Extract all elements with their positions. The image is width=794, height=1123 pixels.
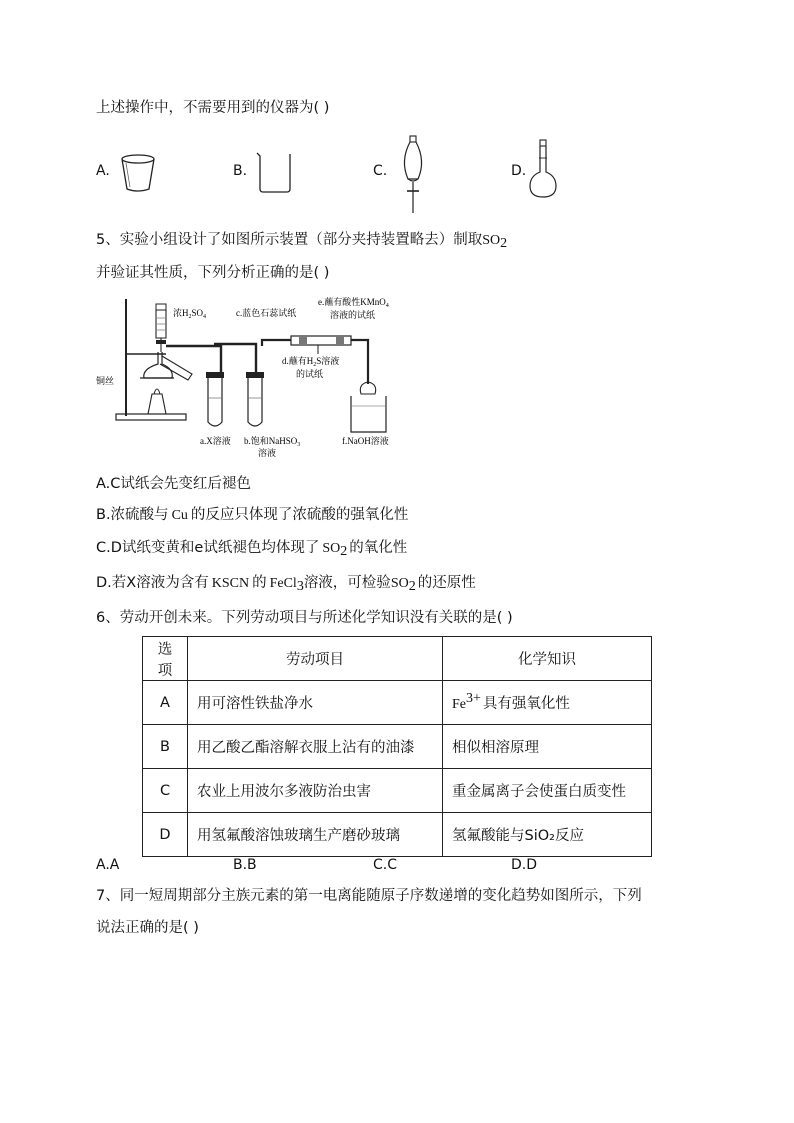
crucible-icon bbox=[117, 151, 159, 195]
label-b-2: 溶液 bbox=[258, 448, 277, 458]
q4-option-c-label: C. bbox=[373, 163, 388, 179]
q4-option-a-label: A. bbox=[96, 163, 110, 179]
q5-stem-line1: 5、实验小组设计了如图所示装置（部分夹持装置略去）制取$SO_2$ bbox=[96, 232, 508, 251]
row-option: D bbox=[143, 813, 188, 857]
label-b-1: b.饱和NaHSO$_3$ bbox=[244, 436, 301, 448]
beaker-icon bbox=[254, 149, 294, 195]
q5-stem-line2: 并验证其性质，下列分析正确的是( ) bbox=[96, 265, 330, 281]
row-knowledge: 氢氟酸能与SiO₂反应 bbox=[443, 813, 652, 857]
row-project: 农业上用波尔多液防治虫害 bbox=[188, 769, 443, 813]
q6-stem: 6、劳动开创未来。下列劳动项目与所述化学知识没有关联的是( ) bbox=[96, 610, 513, 626]
q6-table bbox=[142, 636, 652, 857]
row-option: C bbox=[143, 769, 188, 813]
volumetric-flask-icon bbox=[528, 138, 558, 200]
q4-option-d-label: D. bbox=[511, 163, 527, 179]
q5-option-a: A.C试纸会先变红后褪色 bbox=[96, 476, 251, 492]
q7-stem-line2: 说法正确的是( ) bbox=[96, 920, 199, 936]
table-row bbox=[143, 813, 652, 857]
separatory-funnel-icon bbox=[396, 135, 430, 215]
q5-option-d: D.若X溶液为含有 KSCN 的 FeCl$_3$溶液，可检验$SO_2$ 的还原性 bbox=[96, 575, 476, 594]
header-option: 选项 bbox=[143, 637, 188, 681]
label-d-1: d.蘸有$H_2S$溶液 bbox=[282, 356, 340, 368]
row-knowledge: $Fe^{3+}$ 具有强氧化性 bbox=[443, 681, 652, 725]
q5-option-c: C.D试纸变黄和e试纸褪色均体现了 $SO_2$ 的氧化性 bbox=[96, 540, 408, 559]
table-row bbox=[143, 681, 652, 725]
q6-answer-b: B.B bbox=[233, 857, 257, 873]
q4-stem: 上述操作中，不需要用到的仪器为( ) bbox=[96, 100, 330, 116]
label-d-2: 的试纸 bbox=[296, 369, 324, 379]
label-f: f.NaOH溶液 bbox=[342, 436, 389, 446]
table-row bbox=[143, 769, 652, 813]
label-a: a.X溶液 bbox=[200, 436, 231, 446]
row-project: 用氢氟酸溶蚀玻璃生产磨砂玻璃 bbox=[188, 813, 443, 857]
header-project: 劳动项目 bbox=[188, 637, 443, 681]
label-c: c.蓝色石蕊试纸 bbox=[236, 308, 297, 318]
label-e-2: 溶液的试纸 bbox=[330, 310, 376, 320]
row-project: 用乙酸乙酯溶解衣服上沾有的油漆 bbox=[188, 725, 443, 769]
q6-answer-a: A.A bbox=[96, 857, 120, 873]
q6-answer-c: C.C bbox=[373, 857, 398, 873]
q5-option-b: B.浓硫酸与 Cu 的反应只体现了浓硫酸的强氧化性 bbox=[96, 507, 409, 523]
q6-answer-d: D.D bbox=[511, 857, 538, 873]
label-e-1: e.蘸有酸性KMnO$_4$ bbox=[318, 297, 389, 309]
row-project: 用可溶性铁盐净水 bbox=[188, 681, 443, 725]
row-knowledge: 重金属离子会使蛋白质变性 bbox=[443, 769, 652, 813]
q4-option-b-label: B. bbox=[233, 163, 248, 179]
q7-stem-line1: 7、同一短周期部分主族元素的第一电离能随原子序数递增的变化趋势如图所示，下列 bbox=[96, 888, 642, 904]
header-knowledge: 化学知识 bbox=[443, 637, 652, 681]
apparatus-diagram bbox=[96, 294, 416, 460]
label-copper: 铜丝 bbox=[96, 376, 115, 386]
row-option: A bbox=[143, 681, 188, 725]
table-header-row bbox=[143, 637, 652, 681]
row-knowledge: 相似相溶原理 bbox=[443, 725, 652, 769]
table-row bbox=[143, 725, 652, 769]
label-acid: 浓$H_2SO_4$ bbox=[173, 308, 207, 320]
row-option: B bbox=[143, 725, 188, 769]
